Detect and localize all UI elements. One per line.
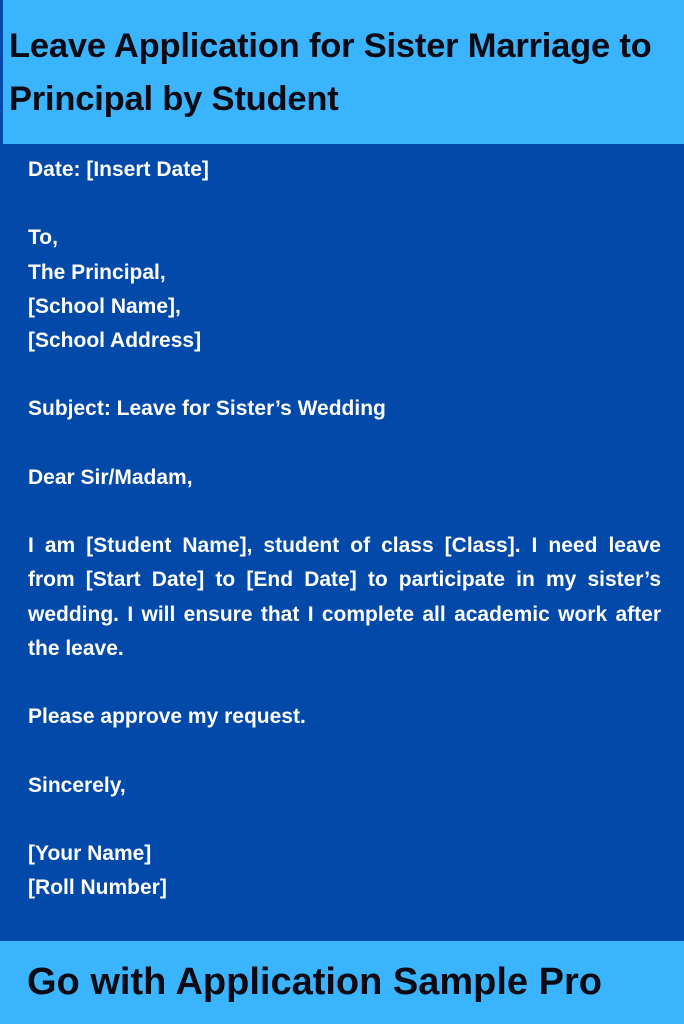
school-address-line: [School Address] [28,329,202,352]
to-line: To, [28,226,58,250]
roll-number: [Roll Number] [28,876,167,900]
footer-banner [0,941,684,1024]
sender-name: [Your Name] [28,841,152,865]
date-line: Date: [Insert Date] [28,158,209,181]
subject-line: Subject: Leave for Sister’s Wedding [28,397,386,421]
salutation: Dear Sir/Madam, [28,465,193,489]
closing-line: Sincerely, [28,773,126,797]
body-paragraph: I am [Student Name], student of class [Class]. I need leave from [Start Date] to [End Date] to participate in my sister’s wedding. I will ensure that I complete all academic work after the leave. [28,534,661,660]
school-name-line: [School Name], [28,294,181,318]
letter-body [28,153,661,905]
brand-tagline: Go with Application Sample Pro [27,961,602,1003]
title-banner [0,0,684,144]
recipient-line: The Principal, [28,260,166,284]
request-line: Please approve my request. [28,705,306,729]
page-title: Leave Application for Sister Marriage to Principal by Student [9,27,652,118]
